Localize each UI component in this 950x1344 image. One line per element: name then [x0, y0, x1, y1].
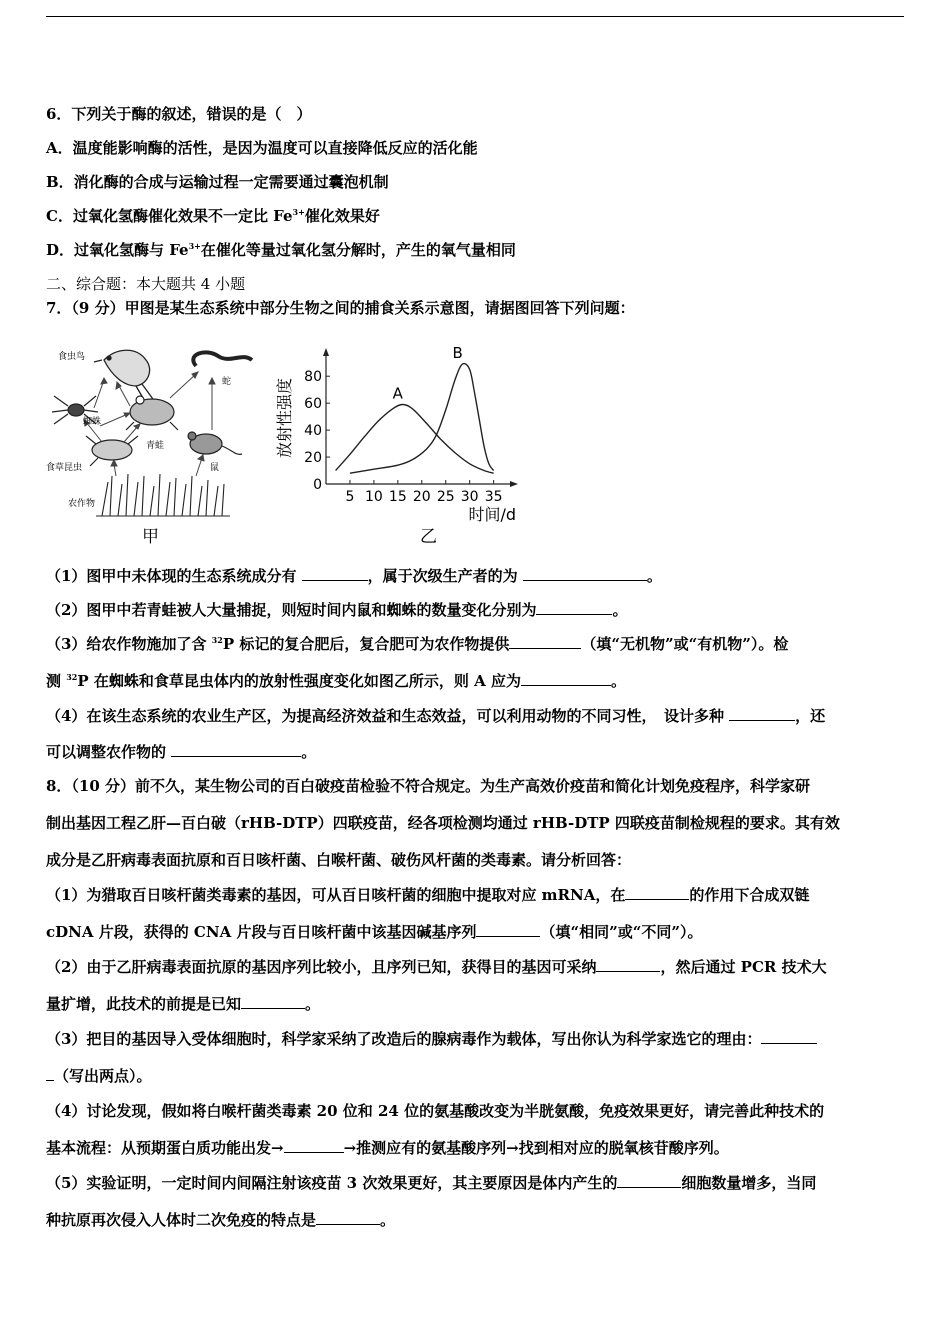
q7-sub3-cont: 测 $^{32}$P 在蜘蛛和食草昆虫体内的放射性强度变化如图乙所示，则 A 应为 。 — [46, 672, 626, 690]
blank[interactable] — [521, 671, 611, 686]
q7-sub4: （4）在该生态系统的农业生产区，为提高经济效益和生态效益，可以利用动物的不同习性， 设计多种 ，还 — [46, 707, 826, 725]
blank[interactable] — [523, 566, 647, 581]
label-mouse: 鼠 — [210, 463, 220, 473]
mouse-illustration — [188, 432, 242, 454]
q8-stem-line2: 制出基因工程乙肝—百白破（rHB-DTP）四联疫苗，经各项检测均通过 rHB-DTP 四联疫苗制检规程的要求。其有效 — [46, 814, 840, 832]
label-snake: 蛇 — [222, 377, 232, 387]
q8-sub4-cont: 基本流程：从预期蛋白质功能出发→ →推测应有的氨基酸序列→找到相对应的脱氧核苷酸序列。 — [46, 1139, 729, 1157]
label-insectivorous-bird: 食虫鸟 — [58, 352, 86, 362]
q8-sub5-cont: 种抗原再次侵入人体时二次免疫的特点是 。 — [46, 1211, 396, 1229]
q7-sub3: （3）给农作物施加了含 $^{32}$P 标记的复合肥后，复合肥可为农作物提供 （填“无机物”或“有机物”）。检 — [46, 635, 789, 653]
q6-option-c: C．过氧化氢酶催化效果不一定比 $Fe^{3+}$催化效果好 — [46, 207, 380, 225]
blank[interactable] — [617, 1173, 681, 1188]
y-tick-label: 0 — [313, 477, 322, 493]
series-a-line — [336, 405, 494, 474]
q7-stem: 7．（9 分）甲图是某生态系统中部分生物之间的捕食关系示意图，请据图回答下列问题： — [46, 299, 635, 317]
q8-sub5: （5）实验证明，一定时间内间隔注射该疫苗 3 次效果更好，其主要原因是体内产生的 细胞数量增多，当同 — [46, 1174, 817, 1192]
chart-x-label: 时间/d — [468, 505, 516, 524]
q6-option-b: B．消化酶的合成与运输过程一定需要通过囊泡机制 — [46, 173, 389, 191]
x-tick-label: 20 — [412, 489, 431, 505]
y-tick-label: 80 — [304, 369, 322, 386]
q7-sub1: （1）图甲中未体现的生态系统成分有 ，属于次级生产者的为 。 — [46, 567, 662, 585]
label-herbivorous-insect: 食草昆虫 — [46, 463, 83, 473]
blank[interactable] — [509, 634, 581, 649]
chart-y-label: 放射性强度 — [275, 377, 294, 459]
blank[interactable] — [596, 957, 660, 972]
q7-sub2: （2）图甲中若青蛙被人大量捕捉，则短时间内鼠和蜘蛛的数量变化分别为 。 — [46, 601, 628, 619]
q8-sub1-cont: cDNA 片段，获得的 CNA 片段与百日咳杆菌中该基因碱基序列 （填“相同”或“不同”）。 — [46, 923, 703, 941]
food-web-diagram — [46, 350, 252, 547]
q8-sub1: （1）为猎取百日咳杆菌类毒素的基因，可从百日咳杆菌的细胞中提取对应 mRNA，在 的作用下合成双链 — [46, 886, 810, 904]
x-tick-label: 10 — [364, 489, 383, 505]
label-spider: 蜘蛛 — [83, 417, 102, 427]
radioactivity-chart — [275, 344, 518, 547]
section-heading: 二、综合题：本大题共 4 小题 — [46, 275, 246, 293]
y-tick-label: 40 — [304, 423, 322, 440]
x-tick-label: 35 — [484, 489, 503, 505]
q8-sub2-cont: 量扩增，此技术的前提是已知 。 — [46, 995, 321, 1013]
label-frog: 青蛙 — [146, 441, 165, 451]
y-tick-label: 60 — [304, 396, 322, 413]
figure-label-jia: 甲 — [142, 527, 159, 547]
series-b-label: B — [452, 344, 463, 363]
q6-option-a: A．温度能影响酶的活性，是因为温度可以直接降低反应的活化能 — [46, 139, 478, 157]
blank[interactable] — [729, 706, 795, 721]
blank[interactable] — [284, 1138, 344, 1153]
q7-figure — [46, 326, 526, 550]
q8-stem-line3: 成分是乙肝病毒表面抗原和百日咳杆菌、白喉杆菌、破伤风杆菌的类毒素。请分析回答： — [46, 851, 632, 869]
x-axis-arrow — [510, 481, 518, 487]
blank[interactable] — [761, 1029, 817, 1044]
x-tick-label: 25 — [436, 489, 455, 505]
q7-sub4-cont: 可以调整农作物的 。 — [46, 743, 317, 761]
x-tick-label: 5 — [345, 489, 355, 505]
x-tick-label: 15 — [388, 489, 407, 505]
blank[interactable] — [316, 1210, 380, 1225]
q8-sub3: （3）把目的基因导入受体细胞时，科学家采纳了改造后的腺病毒作为载体，写出你认为科学家选它的理由： — [46, 1029, 904, 1049]
y-axis-arrow — [323, 348, 329, 356]
series-a-label: A — [392, 384, 403, 403]
frog-illustration — [126, 396, 178, 430]
blank[interactable] — [46, 1066, 54, 1081]
blank[interactable] — [302, 566, 368, 581]
blank[interactable] — [241, 994, 305, 1009]
crops-illustration — [96, 474, 230, 516]
figure-label-yi: 乙 — [420, 527, 437, 547]
x-tick-label: 30 — [460, 489, 479, 505]
header-rule — [46, 16, 904, 17]
q6-option-d: D．过氧化氢酶与 $Fe^{3+}$在催化等量过氧化氢分解时，产生的氧气量相同 — [46, 241, 516, 259]
q8-stem-line1: 8．（10 分）前不久，某生物公司的百白破疫苗检验不符合规定。为生产高效价疫苗和简化计划免疫程序，科学家研 — [46, 777, 811, 795]
label-crops: 农作物 — [68, 499, 96, 509]
q8-sub4: （4）讨论发现，假如将白喉杆菌类毒素 20 位和 24 位的氨基酸改变为半胱氨酸，免疫效果更好，请完善此种技术的 — [46, 1102, 825, 1120]
insect-illustration — [86, 436, 138, 466]
blank[interactable] — [476, 922, 540, 937]
blank[interactable] — [171, 742, 301, 757]
blank[interactable] — [536, 600, 612, 615]
snake-illustration — [193, 352, 252, 366]
q8-sub2: （2）由于乙肝病毒表面抗原的基因序列比较小，且序列已知，获得目的基因可采纳 ，然后通过 PCR 技术大 — [46, 958, 827, 976]
y-tick-label: 20 — [304, 450, 322, 467]
q8-sub3-cont: （写出两点）。 — [46, 1066, 904, 1086]
q6-stem: 6．下列关于酶的叙述，错误的是（ ） — [46, 105, 312, 123]
blank[interactable] — [625, 885, 689, 900]
